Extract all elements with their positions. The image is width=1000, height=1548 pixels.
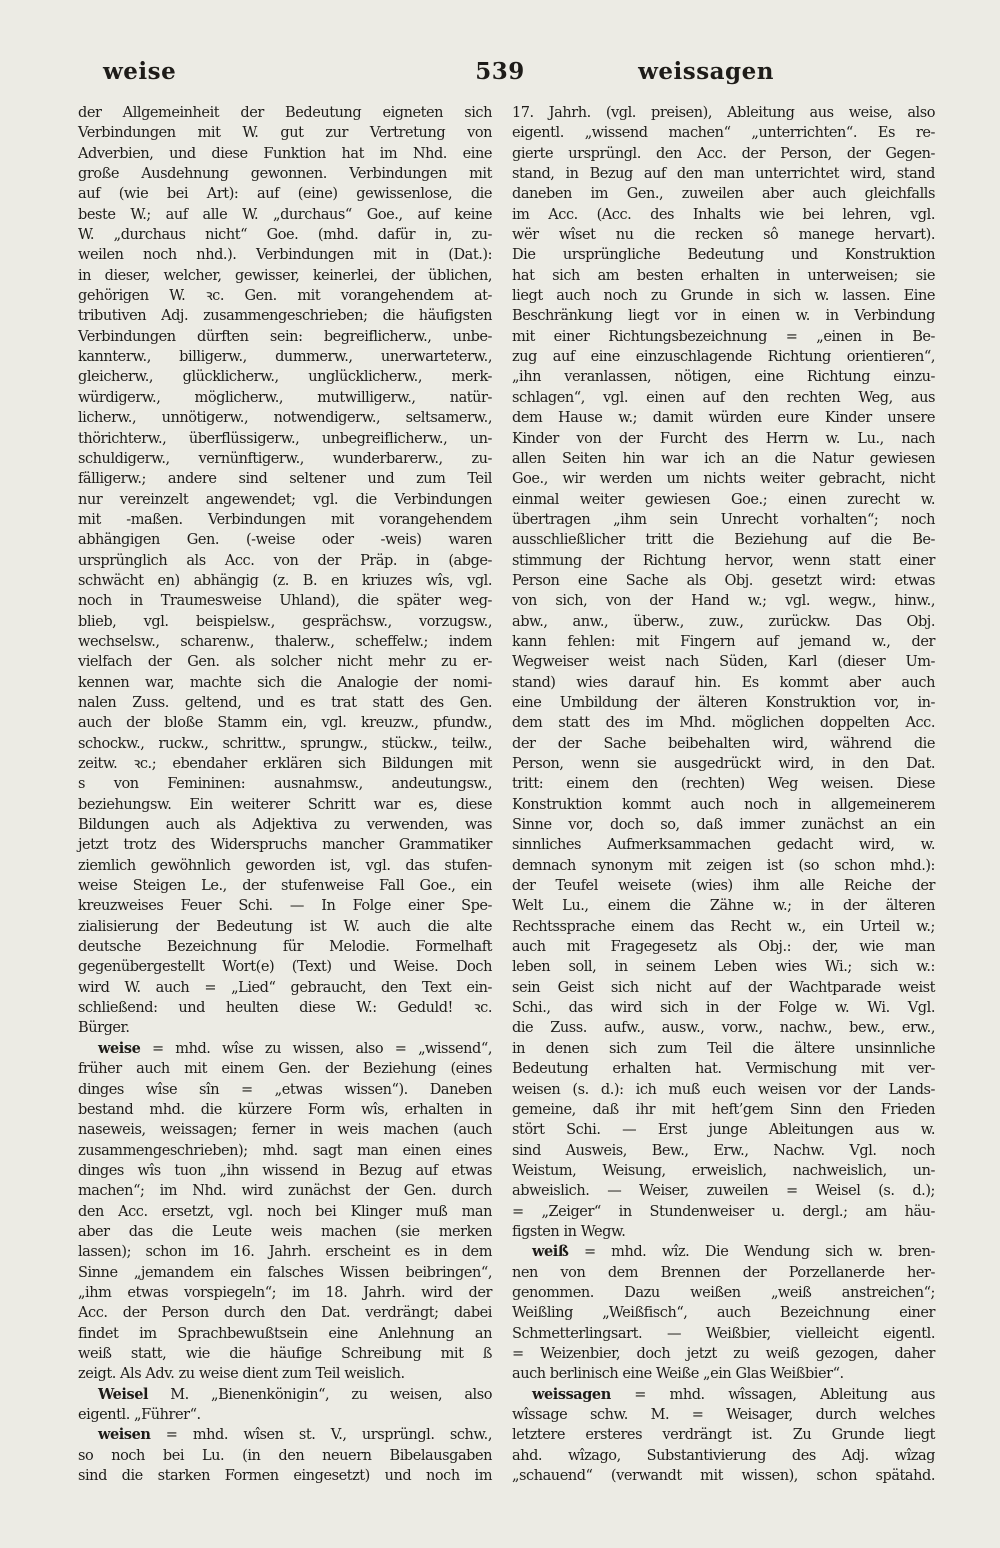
text-line: Kinder von der Furcht des Herrn w. Lu., nach — [512, 430, 935, 447]
text-line: „ihm etwas vorspiegeln“; im 18. Jahrh. wird der — [78, 1284, 492, 1301]
text-line: Bürger. — [78, 1020, 130, 1037]
text-line: der Allgemeinheit der Bedeutung eigneten sich — [78, 105, 492, 121]
entry-headword: weisen — [98, 1426, 151, 1444]
text-line: stimmung der Richtung hervor, wenn statt einer — [512, 552, 935, 569]
text-line: auch mit Fragegesetz als Obj.: der, wie man — [512, 939, 935, 956]
text-line: sind die starken Formen eingesetzt) und noch im — [78, 1468, 492, 1485]
text-line: eine Umbildung der älteren Konstruktion vor, in- — [512, 694, 935, 711]
text-line: Rechtssprache einem das Recht w., ein Urteil w.; — [512, 918, 935, 935]
text-line: dem statt des im Mhd. möglichen doppelten Acc. — [512, 715, 935, 732]
text-line: Verbindungen dürften sein: begreiflicherw., unbe- — [78, 328, 492, 345]
left-text-column — [78, 103, 492, 1485]
text-line: kreuzweises Feuer Schi. — In Folge einer Spe- — [78, 898, 492, 915]
entry-headword: weissagen — [532, 1385, 611, 1403]
text-line: auch berlinisch eine Weiße „ein Glas Weißbier“. — [512, 1366, 844, 1383]
text-line: Sinne „jemandem ein falsches Wissen beibringen“, — [78, 1264, 492, 1281]
text-line: Weistum, Weisung, erweislich, nachweislich, un- — [512, 1162, 935, 1179]
text-line: eigentl. „Führer“. — [78, 1407, 201, 1423]
text-line: Person eine Sache als Obj. gesetzt wird: etwas — [512, 572, 935, 589]
text-line: Goe., wir werden um nichts weiter gebracht, nicht — [512, 471, 935, 488]
text-line: Verbindungen mit W. gut zur Vertretung von — [78, 125, 492, 142]
text-line: tritt: einem den (rechten) Weg weisen. Diese — [512, 776, 935, 793]
text-line: Schi., das wird sich in der Folge w. Wi. Vgl. — [512, 1000, 935, 1017]
text-line: „ihn veranlassen, nötigen, eine Richtung einzu- — [512, 369, 935, 386]
text-line: deutsche Bezeichnung für Melodie. Formelhaft — [78, 939, 492, 956]
text-line: jetzt trotz des Widerspruchs mancher Grammatiker — [78, 837, 492, 854]
text-line: Bildungen auch als Adjektiva zu verwenden, was — [78, 817, 492, 834]
text-line: in denen sich zum Teil die ältere unsinnliche — [512, 1040, 935, 1057]
text-line: noch in Traumesweise Uhland), die später weg- — [78, 593, 492, 610]
text-line: zeigt. Als Adv. zu weise dient zum Teil weislich. — [78, 1366, 405, 1383]
text-line: kennen war, machte sich die Analogie der nomi- — [78, 674, 492, 691]
text-line: bestand mhd. die kürzere Form wîs, erhalten in — [78, 1101, 492, 1118]
text-line: weiß = mhd. wîz. Die Wendung sich w. bren- — [532, 1243, 935, 1261]
text-line: Adverbien, und diese Funktion hat im Nhd. eine — [78, 145, 492, 162]
text-line: stört Schi. — Erst junge Ableitungen aus w. — [512, 1122, 935, 1139]
text-line: hat sich am besten erhalten in unterweisen; sie — [512, 267, 935, 284]
text-line: einmal weiter gewiesen Goe.; einen zurecht w. — [512, 491, 935, 508]
text-line: = „Zeiger“ in Stundenweiser u. dergl.; am häu- — [512, 1203, 935, 1220]
text-line: ziemlich gewöhnlich geworden ist, vgl. das stufen- — [78, 857, 492, 874]
text-line: zeitw. ꝛc.; ebendaher erklären sich Bildungen mit — [78, 756, 492, 772]
text-line: aber das die Leute weis machen (sie merken — [78, 1223, 492, 1240]
text-line: mit -maßen. Verbindungen mit vorangehendem — [78, 511, 492, 528]
text-line: figsten in Wegw. — [512, 1223, 626, 1240]
text-line: kann fehlen: mit Fingern auf jemand w., der — [512, 633, 935, 650]
text-line: blieb, vgl. beispielsw., gesprächsw., vorzugsw., — [78, 613, 492, 630]
text-line: würdigerw., möglicherw., mutwilligerw., natür- — [78, 389, 492, 406]
text-line: stand) wies darauf hin. Es kommt aber auch — [512, 674, 935, 691]
text-line: sind Ausweis, Bew., Erw., Nachw. Vgl. noch — [512, 1142, 935, 1159]
text-line: dinges wîse sîn = „etwas wissen“). Daneben — [78, 1081, 492, 1098]
text-line: Weisel M. „Bienenkönigin“, zu weisen, also — [98, 1385, 492, 1403]
text-line: schlagen“, vgl. einen auf den rechten Weg, aus — [512, 389, 935, 406]
text-line: nur vereinzelt angewendet; vgl. die Verbindungen — [78, 491, 492, 508]
text-line: Sinne vor, doch so, daß immer zunächst an ein — [512, 817, 935, 834]
text-line: Wegweiser weist nach Süden, Karl (dieser Um- — [512, 654, 935, 671]
text-line: ausschließlicher tritt die Beziehung auf die Be- — [512, 532, 935, 549]
text-line: früher auch mit einem Gen. der Beziehung (eines — [78, 1061, 492, 1078]
page-header — [0, 58, 1000, 88]
text-line: genommen. Dazu weißen „weiß anstreichen“; — [512, 1284, 935, 1301]
text-line: sein Geist sich nicht auf der Wachtparade weist — [512, 979, 935, 996]
text-line: Weißling „Weißfisch“, auch Bezeichnung einer — [512, 1305, 935, 1322]
text-line: findet im Sprachbewußtsein eine Anlehnung an — [78, 1325, 492, 1342]
text-line: zialisierung der Bedeutung ist W. auch die alte — [78, 918, 492, 935]
text-line: dem Hause w.; damit würden eure Kinder unsere — [512, 410, 935, 427]
text-line: weisen (s. d.): ich muß euch weisen vor der Lands- — [512, 1081, 935, 1098]
text-line: tributiven Adj. zusammengeschrieben; die häufigsten — [78, 308, 492, 325]
text-line: liegt auch noch zu Grunde in sich w. lassen. Eine — [512, 288, 935, 305]
text-line: den Acc. ersetzt, vgl. noch bei Klinger muß man — [78, 1203, 492, 1220]
text-line: daneben im Gen., zuweilen aber auch gleichfalls — [512, 186, 935, 203]
text-line: abweislich. — Weiser, zuweilen = Weisel (s. d.); — [512, 1183, 935, 1200]
text-line: weise Steigen Le., der stufenweise Fall Goe., ein — [78, 878, 492, 895]
text-line: 17. Jahrh. (vgl. preisen), Ableitung aus weise, also — [512, 105, 935, 121]
text-line: Konstruktion kommt auch noch in allgemeinerem — [512, 796, 935, 813]
text-line: wër wîset nu die recken sô manege hervart). — [512, 227, 935, 244]
text-line: mit einer Richtungsbezeichnung = „einen in Be- — [512, 328, 935, 345]
entry-headword: weise — [98, 1039, 141, 1057]
text-line: Person, wenn sie ausgedrückt wird, in den Dat. — [512, 756, 935, 772]
text-line: dinges wîs tuon „ihn wissend in Bezug auf etwas — [78, 1162, 492, 1179]
left-running-headword: weise — [103, 58, 177, 85]
text-line: wechselsw., scharenw., thalerw., scheffelw.; indem — [78, 633, 492, 650]
text-line: leben soll, in seinem Leben wies Wi.; sich w.: — [512, 959, 935, 976]
text-line: licherw., unnötigerw., notwendigerw., seltsamerw., — [78, 410, 492, 427]
text-line: „schauend“ (verwandt mit wissen), schon spätahd. — [512, 1468, 935, 1485]
text-line: Die ursprüngliche Bedeutung und Konstruktion — [512, 247, 935, 264]
text-line: demnach synonym mit zeigen ist (so schon mhd.): — [512, 857, 935, 874]
text-line: kannterw., billigerw., dummerw., unerwarteterw., — [78, 349, 492, 366]
text-line: thörichterw., überflüssigerw., unbegreiflicherw., un- — [78, 430, 492, 447]
text-line: vielfach der Gen. als solcher nicht mehr zu er- — [78, 654, 492, 671]
text-line: weilen noch nhd.). Verbindungen mit in (Dat.): — [78, 247, 492, 264]
text-line: große Ausdehnung gewonnen. Verbindungen mit — [78, 166, 492, 183]
text-line: nen von dem Brennen der Porzellanerde her- — [512, 1264, 935, 1281]
text-line: machen“; im Nhd. wird zunächst der Gen. durch — [78, 1183, 492, 1200]
text-line: auf (wie bei Art): auf (eine) gewissenlose, die — [78, 186, 492, 203]
text-line: Schmetterlingsart. — Weißbier, vielleicht eigentl. — [512, 1325, 935, 1342]
text-line: gemeine, daß ihr mit heft’gem Sinn den Frieden — [512, 1101, 935, 1118]
text-line: eigentl. „wissend machen“ „unterrichten“. Es re- — [512, 125, 935, 142]
text-line: von sich, von der Hand w.; vgl. wegw., hinw., — [512, 593, 935, 610]
text-line: Welt Lu., einem die Zähne w.; in der älteren — [512, 898, 935, 915]
text-line: Bedeutung erhalten hat. Vermischung mit ver- — [512, 1061, 935, 1078]
text-line: Acc. der Person durch den Dat. verdrängt; dabei — [78, 1305, 492, 1322]
text-line: der Teufel weisete (wies) ihm alle Reiche der — [512, 878, 935, 895]
right-text-column — [512, 103, 935, 1485]
text-line: übertragen „ihm sein Unrecht vorhalten“; noch — [512, 511, 935, 528]
text-line: weissagen = mhd. wîssagen, Ableitung aus — [532, 1385, 935, 1403]
text-line: so noch bei Lu. (in den neuern Bibelausgaben — [78, 1447, 492, 1464]
text-line: zusammengeschrieben); mhd. sagt man einen eines — [78, 1142, 492, 1159]
text-line: auch der bloße Stamm ein, vgl. kreuzw., pfundw., — [78, 715, 492, 732]
text-line: allen Seiten hin war ich an die Natur gewiesen — [512, 450, 935, 467]
right-running-headword: weissagen — [638, 58, 774, 85]
entry-headword: Weisel — [98, 1385, 149, 1403]
text-line: weise = mhd. wîse zu wissen, also = „wissend“, — [98, 1039, 492, 1057]
text-line: nalen Zuss. geltend, und es trat statt des Gen. — [78, 694, 492, 711]
text-line: sinnliches Aufmerksammachen gedacht wird, w. — [512, 837, 935, 854]
text-line: fälligerw.; andere sind seltener und zum Teil — [78, 471, 492, 488]
text-line: zug auf eine einzuschlagende Richtung orientieren“, — [512, 349, 935, 366]
text-line: weiß statt, wie die häufige Schreibung mit ß — [78, 1345, 492, 1362]
text-line: die Zuss. aufw., ausw., vorw., nachw., bew., erw., — [512, 1020, 935, 1037]
text-line: beste W.; auf alle W. „durchaus“ Goe., auf keine — [78, 206, 492, 223]
text-line: lassen); schon im 16. Jahrh. erscheint es in dem — [78, 1244, 492, 1261]
text-line: gegenübergestellt Wort(e) (Text) und Weise. Doch — [78, 959, 492, 976]
text-line: abw., anw., überw., zuw., zurückw. Das Obj. — [512, 613, 935, 630]
text-line: gleicherw., glücklicherw., unglücklicherw., merk- — [78, 369, 492, 386]
text-line: letztere ersteres verdrängt ist. Zu Grunde liegt — [512, 1427, 935, 1444]
text-line: beziehungsw. Ein weiterer Schritt war es, diese — [78, 796, 492, 813]
text-line: der der Sache beibehalten wird, während die — [512, 735, 935, 752]
text-line: schockw., ruckw., schrittw., sprungw., stückw., teilw., — [78, 735, 492, 752]
text-line: schuldigerw., vernünftigerw., wunderbarerw., zu- — [78, 450, 492, 467]
text-line: in dieser, welcher, gewisser, keinerlei, der üblichen, — [78, 267, 492, 284]
text-line: im Acc. (Acc. des Inhalts wie bei lehren, vgl. — [512, 206, 935, 223]
text-line: weisen = mhd. wîsen st. V., ursprüngl. schw., — [98, 1426, 492, 1444]
text-line: ursprünglich als Acc. von der Präp. in (abge- — [78, 552, 492, 569]
text-line: stand, in Bezug auf den man unterrichtet wird, stand — [512, 166, 935, 183]
text-line: schwächt en) abhängig (z. B. en kriuzes wîs, vgl. — [78, 572, 492, 589]
text-line: gierte ursprüngl. den Acc. der Person, der Gegen- — [512, 145, 935, 162]
text-line: ahd. wîzago, Substantivierung des Adj. wîzag — [512, 1447, 935, 1464]
text-line: gehörigen W. ꝛc. Gen. mit vorangehendem at- — [78, 288, 492, 305]
text-line: naseweis, weissagen; ferner in weis machen (auch — [78, 1122, 492, 1139]
text-line: wîssage schw. M. = Weisager, durch welches — [512, 1407, 935, 1423]
text-line: Beschränkung liegt vor in einen w. in Verbindung — [512, 308, 935, 325]
text-line: wird W. auch = „Lied“ gebraucht, den Text ein- — [78, 979, 492, 996]
text-line: schließend: und heulten diese W.: Geduld! ꝛc. — [78, 1000, 492, 1017]
text-line: s von Femininen: ausnahmsw., andeutungsw., — [78, 776, 492, 793]
page-number: 539 — [475, 58, 525, 85]
text-line: abhängigen Gen. (-weise oder -weis) waren — [78, 532, 492, 549]
text-line: = Weizenbier, doch jetzt zu weiß gezogen, daher — [512, 1345, 935, 1362]
text-line: W. „durchaus nicht“ Goe. (mhd. dafür in, zu- — [78, 227, 492, 244]
entry-headword: weiß — [532, 1243, 569, 1261]
